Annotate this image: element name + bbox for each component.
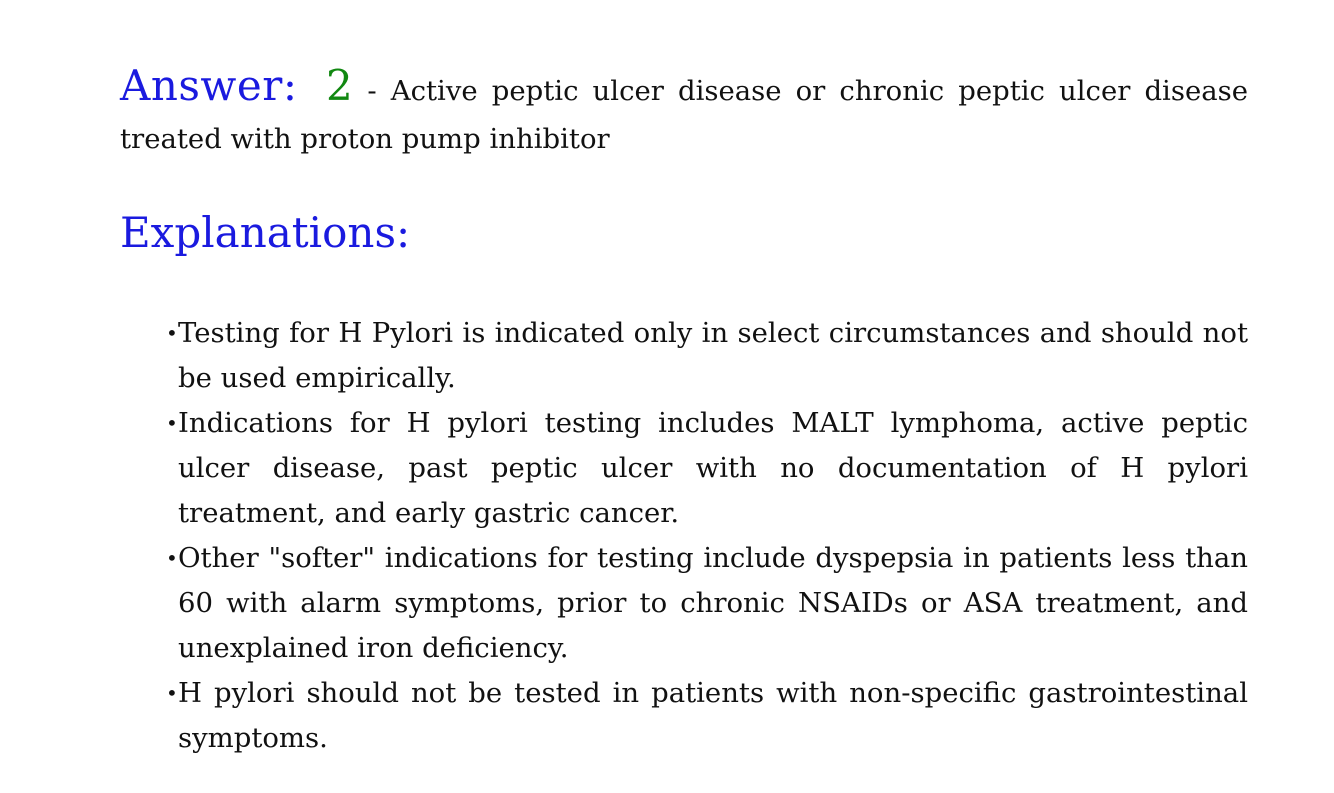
list-item [166, 536, 1248, 671]
bullet-icon: • [166, 546, 178, 570]
list-item-text: Indications for H pylori testing includes MALT lymphoma, active peptic ulcer disease, past peptic ulcer with no documentation of H pylori treatment, and early gastric cancer. [178, 407, 1248, 529]
document-body [120, 62, 1248, 761]
bullet-icon: • [166, 321, 178, 345]
explanations-list [120, 311, 1248, 761]
list-item-text: Testing for H Pylori is indicated only in select circumstances and should not be used empirically. [178, 317, 1248, 394]
answer-number: 2 [326, 61, 353, 110]
list-item-text: Other "softer" indications for testing include dyspepsia in patients less than 60 with alarm symptoms, prior to chronic NSAIDs or ASA treatment, and unexplained iron deficiency. [178, 542, 1248, 664]
answer-paragraph [120, 62, 1248, 163]
list-item [166, 401, 1248, 536]
answer-label: Answer: [120, 61, 298, 110]
explanations-heading: Explanations: [120, 208, 411, 257]
bullet-icon: • [166, 411, 178, 435]
answer-text: - Active peptic ulcer disease or chronic peptic ulcer disease treated with proton pump inhibitor [120, 75, 1249, 155]
list-item [166, 311, 1248, 401]
bullet-icon: • [166, 681, 178, 705]
list-item-text: H pylori should not be tested in patients with non-specific gastrointestinal symptoms. [178, 677, 1248, 754]
list-item [166, 671, 1248, 761]
